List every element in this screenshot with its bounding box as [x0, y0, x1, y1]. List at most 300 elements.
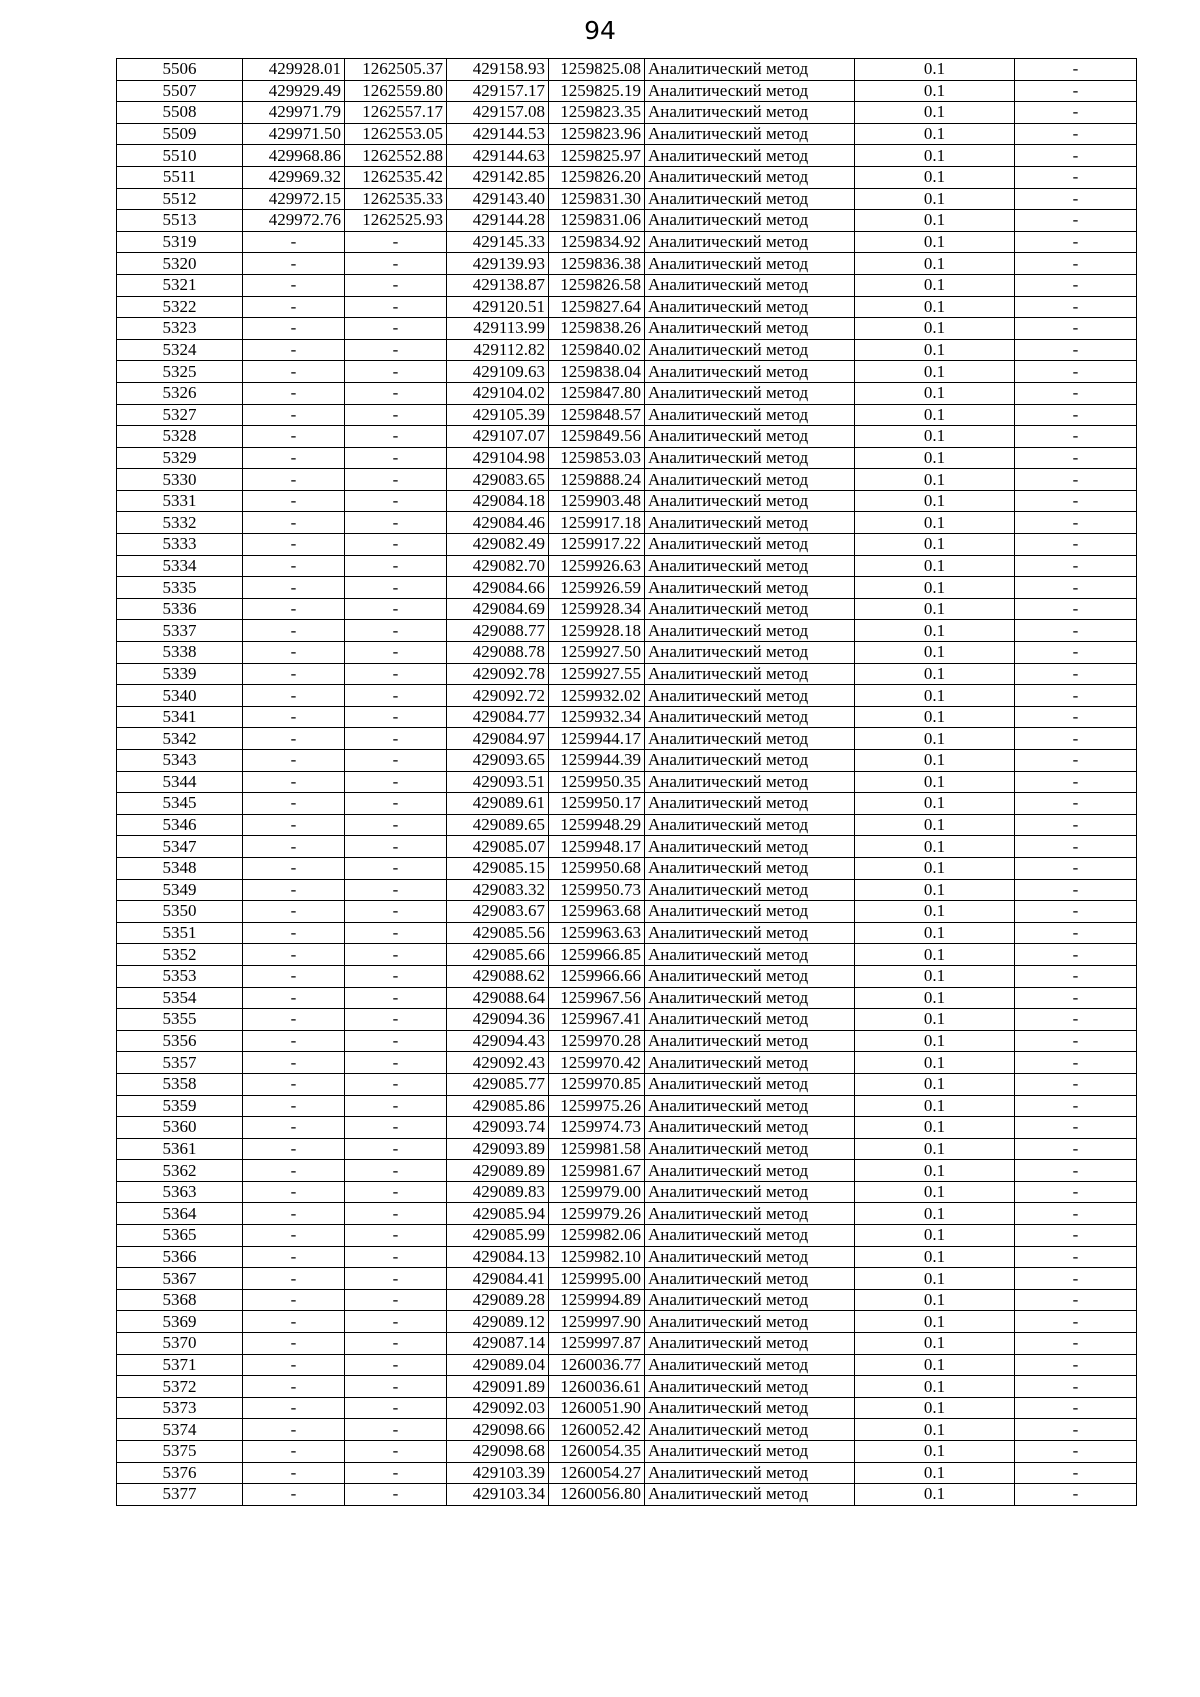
new-x-cell: 429120.51	[447, 296, 549, 318]
note-cell: -	[1015, 944, 1137, 966]
new-x-cell: 429084.46	[447, 512, 549, 534]
old-y-cell: -	[345, 1311, 447, 1333]
table-body	[117, 59, 1137, 1506]
point-number-cell: 5326	[117, 382, 243, 404]
old-y-cell: -	[345, 490, 447, 512]
note-cell: -	[1015, 59, 1137, 81]
new-y-cell: 1260054.27	[549, 1462, 645, 1484]
new-y-cell: 1259827.64	[549, 296, 645, 318]
new-y-cell: 1259834.92	[549, 231, 645, 253]
new-x-cell: 429089.61	[447, 793, 549, 815]
note-cell: -	[1015, 1203, 1137, 1225]
method-cell: Аналитический метод	[645, 922, 855, 944]
accuracy-cell: 0.1	[855, 685, 1015, 707]
method-cell: Аналитический метод	[645, 1052, 855, 1074]
table-row	[117, 1095, 1137, 1117]
old-x-cell: -	[243, 490, 345, 512]
new-x-cell: 429083.67	[447, 901, 549, 923]
old-x-cell: -	[243, 857, 345, 879]
new-y-cell: 1259848.57	[549, 404, 645, 426]
old-y-cell: -	[345, 1160, 447, 1182]
new-y-cell: 1259975.26	[549, 1095, 645, 1117]
old-x-cell: -	[243, 620, 345, 642]
point-number-cell: 5331	[117, 490, 243, 512]
point-number-cell: 5508	[117, 102, 243, 124]
new-y-cell: 1260052.42	[549, 1419, 645, 1441]
new-y-cell: 1259982.06	[549, 1225, 645, 1247]
old-x-cell: -	[243, 1009, 345, 1031]
point-number-cell: 5328	[117, 426, 243, 448]
note-cell: -	[1015, 555, 1137, 577]
accuracy-cell: 0.1	[855, 944, 1015, 966]
note-cell: -	[1015, 750, 1137, 772]
old-y-cell: -	[345, 447, 447, 469]
accuracy-cell: 0.1	[855, 145, 1015, 167]
accuracy-cell: 0.1	[855, 879, 1015, 901]
old-x-cell: -	[243, 1052, 345, 1074]
new-y-cell: 1259838.04	[549, 361, 645, 383]
table-row	[117, 793, 1137, 815]
accuracy-cell: 0.1	[855, 469, 1015, 491]
accuracy-cell: 0.1	[855, 965, 1015, 987]
old-y-cell: -	[345, 274, 447, 296]
note-cell: -	[1015, 771, 1137, 793]
new-y-cell: 1259970.28	[549, 1030, 645, 1052]
page-number: 94	[584, 16, 616, 45]
new-x-cell: 429092.43	[447, 1052, 549, 1074]
new-y-cell: 1259836.38	[549, 253, 645, 275]
note-cell: -	[1015, 1246, 1137, 1268]
new-x-cell: 429083.65	[447, 469, 549, 491]
new-y-cell: 1259825.19	[549, 80, 645, 102]
point-number-cell: 5346	[117, 814, 243, 836]
new-x-cell: 429139.93	[447, 253, 549, 275]
table-row	[117, 145, 1137, 167]
accuracy-cell: 0.1	[855, 210, 1015, 232]
method-cell: Аналитический метод	[645, 857, 855, 879]
old-y-cell: -	[345, 1289, 447, 1311]
note-cell: -	[1015, 1268, 1137, 1290]
new-y-cell: 1259967.56	[549, 987, 645, 1009]
old-y-cell: -	[345, 1138, 447, 1160]
table-row	[117, 166, 1137, 188]
table-row	[117, 102, 1137, 124]
new-x-cell: 429107.07	[447, 426, 549, 448]
new-y-cell: 1259849.56	[549, 426, 645, 448]
new-x-cell: 429089.83	[447, 1181, 549, 1203]
method-cell: Аналитический метод	[645, 1354, 855, 1376]
old-y-cell: -	[345, 922, 447, 944]
new-x-cell: 429084.13	[447, 1246, 549, 1268]
note-cell: -	[1015, 901, 1137, 923]
table-row	[117, 1397, 1137, 1419]
method-cell: Аналитический метод	[645, 1030, 855, 1052]
table-row	[117, 231, 1137, 253]
note-cell: -	[1015, 231, 1137, 253]
old-y-cell: -	[345, 1225, 447, 1247]
old-x-cell: -	[243, 1419, 345, 1441]
new-y-cell: 1259966.66	[549, 965, 645, 987]
point-number-cell: 5512	[117, 188, 243, 210]
table-row	[117, 1268, 1137, 1290]
table-row	[117, 1462, 1137, 1484]
accuracy-cell: 0.1	[855, 1160, 1015, 1182]
old-x-cell: -	[243, 512, 345, 534]
new-x-cell: 429092.72	[447, 685, 549, 707]
point-number-cell: 5353	[117, 965, 243, 987]
new-x-cell: 429088.77	[447, 620, 549, 642]
old-x-cell: 429972.15	[243, 188, 345, 210]
old-y-cell: -	[345, 598, 447, 620]
old-x-cell: -	[243, 447, 345, 469]
old-y-cell: -	[345, 1009, 447, 1031]
table-row	[117, 426, 1137, 448]
new-y-cell: 1259948.17	[549, 836, 645, 858]
old-x-cell: 429929.49	[243, 80, 345, 102]
new-y-cell: 1259997.90	[549, 1311, 645, 1333]
table-row	[117, 534, 1137, 556]
old-x-cell: -	[243, 1203, 345, 1225]
old-x-cell: -	[243, 836, 345, 858]
point-number-cell: 5367	[117, 1268, 243, 1290]
old-x-cell: -	[243, 339, 345, 361]
accuracy-cell: 0.1	[855, 274, 1015, 296]
table-row	[117, 447, 1137, 469]
old-y-cell: 1262525.93	[345, 210, 447, 232]
new-y-cell: 1259903.48	[549, 490, 645, 512]
accuracy-cell: 0.1	[855, 814, 1015, 836]
table-row	[117, 1117, 1137, 1139]
old-x-cell: -	[243, 1354, 345, 1376]
table-row	[117, 814, 1137, 836]
old-x-cell: 429971.50	[243, 123, 345, 145]
new-x-cell: 429089.12	[447, 1311, 549, 1333]
old-y-cell: -	[345, 836, 447, 858]
note-cell: -	[1015, 1333, 1137, 1355]
old-y-cell: -	[345, 642, 447, 664]
new-x-cell: 429088.62	[447, 965, 549, 987]
note-cell: -	[1015, 1419, 1137, 1441]
old-y-cell: -	[345, 901, 447, 923]
note-cell: -	[1015, 188, 1137, 210]
accuracy-cell: 0.1	[855, 771, 1015, 793]
note-cell: -	[1015, 706, 1137, 728]
method-cell: Аналитический метод	[645, 685, 855, 707]
accuracy-cell: 0.1	[855, 512, 1015, 534]
point-number-cell: 5325	[117, 361, 243, 383]
accuracy-cell: 0.1	[855, 318, 1015, 340]
accuracy-cell: 0.1	[855, 1441, 1015, 1463]
old-x-cell: -	[243, 253, 345, 275]
old-x-cell: -	[243, 1484, 345, 1506]
table-row	[117, 728, 1137, 750]
new-x-cell: 429085.07	[447, 836, 549, 858]
new-x-cell: 429143.40	[447, 188, 549, 210]
old-y-cell: -	[345, 1376, 447, 1398]
table-row	[117, 361, 1137, 383]
point-number-cell: 5509	[117, 123, 243, 145]
table-row	[117, 555, 1137, 577]
new-x-cell: 429144.28	[447, 210, 549, 232]
point-number-cell: 5319	[117, 231, 243, 253]
old-x-cell: -	[243, 750, 345, 772]
method-cell: Аналитический метод	[645, 166, 855, 188]
note-cell: -	[1015, 1030, 1137, 1052]
new-x-cell: 429084.69	[447, 598, 549, 620]
new-y-cell: 1259826.58	[549, 274, 645, 296]
new-x-cell: 429113.99	[447, 318, 549, 340]
method-cell: Аналитический метод	[645, 1117, 855, 1139]
method-cell: Аналитический метод	[645, 555, 855, 577]
new-x-cell: 429138.87	[447, 274, 549, 296]
method-cell: Аналитический метод	[645, 620, 855, 642]
note-cell: -	[1015, 296, 1137, 318]
old-x-cell: -	[243, 296, 345, 318]
old-y-cell: -	[345, 426, 447, 448]
table-row	[117, 577, 1137, 599]
new-x-cell: 429089.28	[447, 1289, 549, 1311]
point-number-cell: 5322	[117, 296, 243, 318]
old-y-cell: -	[345, 1052, 447, 1074]
point-number-cell: 5349	[117, 879, 243, 901]
new-y-cell: 1259995.00	[549, 1268, 645, 1290]
method-cell: Аналитический метод	[645, 1289, 855, 1311]
point-number-cell: 5327	[117, 404, 243, 426]
old-y-cell: -	[345, 857, 447, 879]
table-row	[117, 771, 1137, 793]
accuracy-cell: 0.1	[855, 80, 1015, 102]
old-x-cell: -	[243, 577, 345, 599]
note-cell: -	[1015, 1181, 1137, 1203]
note-cell: -	[1015, 490, 1137, 512]
new-x-cell: 429082.70	[447, 555, 549, 577]
point-number-cell: 5343	[117, 750, 243, 772]
old-x-cell: -	[243, 404, 345, 426]
new-x-cell: 429087.14	[447, 1333, 549, 1355]
note-cell: -	[1015, 102, 1137, 124]
new-x-cell: 429094.43	[447, 1030, 549, 1052]
table-row	[117, 469, 1137, 491]
old-y-cell: -	[345, 1354, 447, 1376]
method-cell: Аналитический метод	[645, 987, 855, 1009]
note-cell: -	[1015, 1160, 1137, 1182]
new-y-cell: 1259944.39	[549, 750, 645, 772]
note-cell: -	[1015, 1354, 1137, 1376]
method-cell: Аналитический метод	[645, 706, 855, 728]
old-y-cell: -	[345, 1246, 447, 1268]
table-row	[117, 1052, 1137, 1074]
new-x-cell: 429142.85	[447, 166, 549, 188]
accuracy-cell: 0.1	[855, 1333, 1015, 1355]
new-x-cell: 429085.15	[447, 857, 549, 879]
old-y-cell: -	[345, 1117, 447, 1139]
point-number-cell: 5332	[117, 512, 243, 534]
table-row	[117, 922, 1137, 944]
new-y-cell: 1259823.96	[549, 123, 645, 145]
accuracy-cell: 0.1	[855, 490, 1015, 512]
point-number-cell: 5360	[117, 1117, 243, 1139]
accuracy-cell: 0.1	[855, 836, 1015, 858]
table-row	[117, 663, 1137, 685]
old-x-cell: -	[243, 1160, 345, 1182]
point-number-cell: 5359	[117, 1095, 243, 1117]
note-cell: -	[1015, 1311, 1137, 1333]
new-y-cell: 1259831.30	[549, 188, 645, 210]
point-number-cell: 5351	[117, 922, 243, 944]
old-y-cell: -	[345, 555, 447, 577]
old-y-cell: -	[345, 339, 447, 361]
old-x-cell: -	[243, 728, 345, 750]
method-cell: Аналитический метод	[645, 512, 855, 534]
table-row	[117, 901, 1137, 923]
accuracy-cell: 0.1	[855, 1289, 1015, 1311]
method-cell: Аналитический метод	[645, 1376, 855, 1398]
new-x-cell: 429085.99	[447, 1225, 549, 1247]
note-cell: -	[1015, 210, 1137, 232]
table-row	[117, 382, 1137, 404]
accuracy-cell: 0.1	[855, 728, 1015, 750]
old-y-cell: -	[345, 1462, 447, 1484]
point-number-cell: 5369	[117, 1311, 243, 1333]
method-cell: Аналитический метод	[645, 188, 855, 210]
new-y-cell: 1259982.10	[549, 1246, 645, 1268]
note-cell: -	[1015, 426, 1137, 448]
new-y-cell: 1259847.80	[549, 382, 645, 404]
new-y-cell: 1259825.08	[549, 59, 645, 81]
point-number-cell: 5362	[117, 1160, 243, 1182]
old-x-cell: -	[243, 382, 345, 404]
method-cell: Аналитический метод	[645, 102, 855, 124]
old-y-cell: -	[345, 253, 447, 275]
accuracy-cell: 0.1	[855, 663, 1015, 685]
method-cell: Аналитический метод	[645, 145, 855, 167]
old-x-cell: -	[243, 1246, 345, 1268]
point-number-cell: 5374	[117, 1419, 243, 1441]
method-cell: Аналитический метод	[645, 814, 855, 836]
method-cell: Аналитический метод	[645, 663, 855, 685]
point-number-cell: 5352	[117, 944, 243, 966]
old-y-cell: -	[345, 382, 447, 404]
new-y-cell: 1259970.85	[549, 1073, 645, 1095]
old-x-cell: -	[243, 534, 345, 556]
method-cell: Аналитический метод	[645, 750, 855, 772]
old-y-cell: -	[345, 1030, 447, 1052]
accuracy-cell: 0.1	[855, 922, 1015, 944]
old-y-cell: 1262557.17	[345, 102, 447, 124]
new-y-cell: 1259981.67	[549, 1160, 645, 1182]
old-x-cell: -	[243, 1117, 345, 1139]
method-cell: Аналитический метод	[645, 318, 855, 340]
accuracy-cell: 0.1	[855, 231, 1015, 253]
new-x-cell: 429098.68	[447, 1441, 549, 1463]
point-number-cell: 5323	[117, 318, 243, 340]
new-x-cell: 429094.36	[447, 1009, 549, 1031]
accuracy-cell: 0.1	[855, 382, 1015, 404]
method-cell: Аналитический метод	[645, 1095, 855, 1117]
method-cell: Аналитический метод	[645, 210, 855, 232]
table-row	[117, 706, 1137, 728]
note-cell: -	[1015, 382, 1137, 404]
note-cell: -	[1015, 598, 1137, 620]
point-number-cell: 5356	[117, 1030, 243, 1052]
point-number-cell: 5329	[117, 447, 243, 469]
note-cell: -	[1015, 728, 1137, 750]
note-cell: -	[1015, 965, 1137, 987]
table-row	[117, 1333, 1137, 1355]
old-y-cell: -	[345, 814, 447, 836]
table-row	[117, 1246, 1137, 1268]
table-row	[117, 598, 1137, 620]
old-x-cell: -	[243, 642, 345, 664]
old-y-cell: -	[345, 231, 447, 253]
accuracy-cell: 0.1	[855, 1462, 1015, 1484]
note-cell: -	[1015, 642, 1137, 664]
new-y-cell: 1259826.20	[549, 166, 645, 188]
table-row	[117, 253, 1137, 275]
new-x-cell: 429089.65	[447, 814, 549, 836]
old-x-cell: -	[243, 944, 345, 966]
accuracy-cell: 0.1	[855, 1030, 1015, 1052]
table-row	[117, 857, 1137, 879]
note-cell: -	[1015, 1225, 1137, 1247]
method-cell: Аналитический метод	[645, 361, 855, 383]
note-cell: -	[1015, 1117, 1137, 1139]
note-cell: -	[1015, 879, 1137, 901]
new-y-cell: 1259823.35	[549, 102, 645, 124]
accuracy-cell: 0.1	[855, 339, 1015, 361]
old-x-cell: -	[243, 1333, 345, 1355]
old-y-cell: -	[345, 1073, 447, 1095]
old-x-cell: -	[243, 793, 345, 815]
new-x-cell: 429084.97	[447, 728, 549, 750]
old-x-cell: -	[243, 965, 345, 987]
method-cell: Аналитический метод	[645, 490, 855, 512]
new-x-cell: 429144.63	[447, 145, 549, 167]
accuracy-cell: 0.1	[855, 620, 1015, 642]
new-y-cell: 1259831.06	[549, 210, 645, 232]
new-y-cell: 1259967.41	[549, 1009, 645, 1031]
new-x-cell: 429093.74	[447, 1117, 549, 1139]
old-y-cell: -	[345, 1181, 447, 1203]
new-y-cell: 1259927.55	[549, 663, 645, 685]
new-y-cell: 1259970.42	[549, 1052, 645, 1074]
method-cell: Аналитический метод	[645, 598, 855, 620]
table-row	[117, 1419, 1137, 1441]
old-y-cell: -	[345, 771, 447, 793]
point-number-cell: 5375	[117, 1441, 243, 1463]
old-y-cell: -	[345, 1484, 447, 1506]
method-cell: Аналитический метод	[645, 1009, 855, 1031]
table-row	[117, 404, 1137, 426]
method-cell: Аналитический метод	[645, 944, 855, 966]
method-cell: Аналитический метод	[645, 469, 855, 491]
method-cell: Аналитический метод	[645, 534, 855, 556]
new-y-cell: 1259994.89	[549, 1289, 645, 1311]
new-y-cell: 1259997.87	[549, 1333, 645, 1355]
new-x-cell: 429085.56	[447, 922, 549, 944]
new-x-cell: 429145.33	[447, 231, 549, 253]
point-number-cell: 5340	[117, 685, 243, 707]
old-x-cell: -	[243, 1397, 345, 1419]
point-number-cell: 5344	[117, 771, 243, 793]
old-x-cell: -	[243, 1225, 345, 1247]
table-row	[117, 59, 1137, 81]
old-x-cell: -	[243, 987, 345, 1009]
old-y-cell: -	[345, 663, 447, 685]
old-y-cell: -	[345, 750, 447, 772]
new-x-cell: 429112.82	[447, 339, 549, 361]
point-number-cell: 5513	[117, 210, 243, 232]
